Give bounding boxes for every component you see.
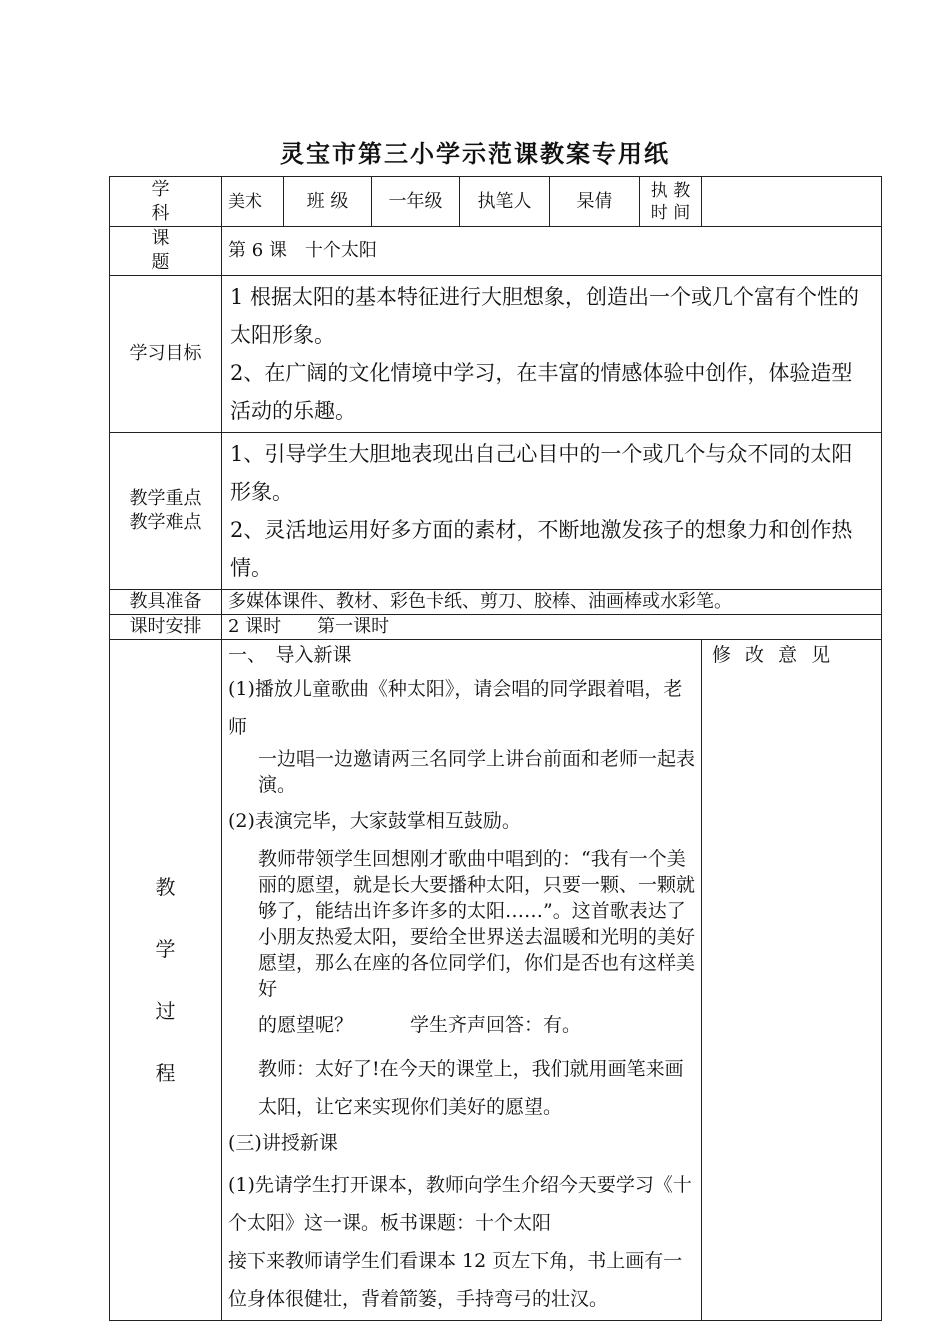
schedule-row [110, 615, 882, 640]
lesson-label: 课 题 [110, 227, 222, 276]
key-points-row [110, 433, 882, 590]
materials-label: 教具准备 [110, 590, 222, 615]
time-label: 执 教 时 间 [640, 177, 702, 227]
process-content [222, 640, 702, 1321]
lesson-plan-table [109, 176, 882, 1321]
process-paragraph: 接下来教师请学生们看课本 12 页左下角，书上画有一位身体很健壮，背着箭篓，手持弯弓的壮汉。 [228, 1250, 683, 1310]
process-label [110, 640, 222, 1321]
process-row [110, 640, 882, 1321]
key-points-label-1: 教学重点 [129, 488, 202, 509]
process-paragraph: 教师带领学生回想刚才歌曲中唱到的：“我有一个美丽的愿望，就是长大要播种太阳，只要一颗、一颗就够了，能结出许多许多的太阳……”。这首歌表达了小朋友热爱太阳，要给全世界送去温暖和光明的美好愿望，那么在座的各位同学们，你们是否也有这样美好 [258, 848, 696, 1000]
key-points-label [110, 433, 222, 590]
process-label-char: 教 [155, 875, 176, 899]
process-paragraph: (1)先请学生打开课本，教师向学生介绍今天要学习《十个太阳》这一课。板书课题：十个太阳 [228, 1174, 692, 1234]
goals-content [222, 276, 882, 433]
schedule-value: 2 课时 第一课时 [222, 615, 882, 640]
key-points-content [222, 433, 882, 590]
writer-label: 执笔人 [460, 177, 550, 227]
goal-item: 2、在广阔的文化情境中学习，在丰富的情感体验中创作，体验造型活动的乐趣。 [230, 361, 853, 423]
process-label-char: 过 [155, 999, 176, 1023]
materials-value: 多媒体课件、教材、彩色卡纸、剪刀、胶棒、油画棒或水彩笔。 [222, 590, 882, 615]
class-value: 一年级 [372, 177, 460, 227]
lesson-row [110, 227, 882, 276]
process-paragraph: (1)播放儿童歌曲《种太阳》，请会唱的同学跟着唱，老师 [228, 678, 683, 738]
section-heading: (三)讲授新课 [228, 1132, 338, 1154]
materials-row [110, 590, 882, 615]
header-row [110, 177, 882, 227]
subject-value: 美术 [222, 177, 284, 227]
process-paragraph: (2)表演完毕，大家鼓掌相互鼓励。 [228, 810, 521, 832]
key-point-item: 2、灵活地运用好多方面的素材，不断地激发孩子的想象力和创作热情。 [230, 518, 853, 580]
goals-row [110, 276, 882, 433]
key-points-label-2: 教学难点 [129, 512, 202, 533]
goal-item: 1 根据太阳的基本特征进行大胆想象，创造出一个或几个富有个性的太阳形象。 [230, 285, 860, 347]
process-paragraph: 教师：太好了!在今天的课堂上，我们就用画笔来画太阳，让它来实现你们美好的愿望。 [258, 1058, 684, 1118]
time-value [702, 177, 882, 227]
remark-column: 修 改 意 见 [702, 640, 882, 1321]
process-paragraph: 的愿望呢？ 学生齐声回答：有。 [258, 1014, 582, 1036]
process-label-char: 程 [155, 1061, 176, 1085]
schedule-label: 课时安排 [110, 615, 222, 640]
goals-label: 学习目标 [110, 276, 222, 433]
section-heading: 一、 导入新课 [228, 644, 352, 666]
page-title: 灵宝市第三小学示范课教案专用纸 [280, 139, 670, 168]
class-label: 班 级 [284, 177, 372, 227]
key-point-item: 1、引导学生大胆地表现出自己心目中的一个或几个与众不同的太阳形象。 [230, 442, 853, 504]
writer-value: 杲倩 [550, 177, 640, 227]
lesson-value: 第 6 课 十个太阳 [222, 227, 882, 276]
process-paragraph: 一边唱一边邀请两三名同学上讲台前面和老师一起表演。 [258, 748, 696, 796]
subject-label: 学 科 [110, 177, 222, 227]
process-label-char: 学 [155, 937, 176, 961]
